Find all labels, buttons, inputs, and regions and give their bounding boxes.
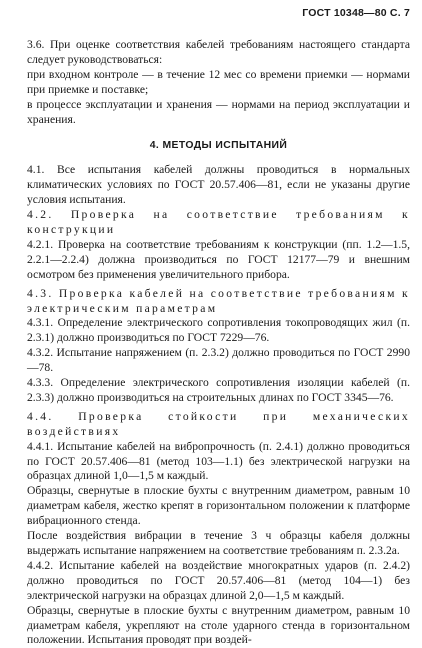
paragraph-4-3: 4.3. Проверка кабелей на соответствие требованиям к электрическим параметрам xyxy=(27,286,410,315)
paragraph-samples-2: Образцы, свернутые в плоские бухты с внутренним диаметром, равным 10 диаметрам кабеля, укрепляют на столе ударного стенда в горизонтальном положении. Испытания проводят при воздей- xyxy=(27,603,410,647)
paragraph-4-4: 4.4. Проверка стойкости при механических воздействиях xyxy=(27,409,410,438)
page-header: ГОСТ 10348—80 С. 7 xyxy=(302,7,410,19)
paragraph-4-4-1: 4.4.1. Испытание кабелей на вибропрочность (п. 2.4.1) должно проводиться по ГОСТ 20.57.406—81 (метод 103—1.1) без электрической нагрузки на образцах длиной 1,0—1,5 м каждый. xyxy=(27,439,410,483)
section-heading: 4. МЕТОДЫ ИСПЫТАНИЙ xyxy=(149,140,288,152)
paragraph-4-4-2: 4.4.2. Испытание кабелей на воздействие многократных ударов (п. 2.4.2) должно проводиться по ГОСТ 20.57.406—81 (метод 104—1) без электрической нагрузки на образцах длиной 2,0—1,5 м каждый. xyxy=(27,558,410,602)
paragraph-samples-1: Образцы, свернутые в плоские бухты с внутренним диаметром, равным 10 диаметрам кабеля, жестко крепят в горизонтальном положении к платформе вибрационного стенда. xyxy=(27,484,410,528)
paragraph-4-3-3: 4.3.3. Определение электрического сопротивления изоляции кабелей (п. 2.3.3) должно производиться на строительных длинах по ГОСТ 3345—76. xyxy=(27,376,410,404)
paragraph-4-1: 4.1. Все испытания кабелей должны проводиться в нормальных климатических условиях по ГОСТ 20.57.406—81, если не указаны другие условия испытания. xyxy=(27,163,410,207)
paragraph-4-2-1: 4.2.1. Проверка на соответствие требованиям к конструкции (пп. 1.2—1.5, 2.2.1—2.2.4) должна производиться по ГОСТ 12177—79 и внешним осмотром без применения увеличительного прибора. xyxy=(27,237,410,281)
paragraph-3-6: 3.6. При оценке соответствия кабелей требованиям настоящего стандарта следует руководствоваться: при входном контроле — в течение 12 мес со времени приемки — нормами при приемке и поставке; в процессе эксплуатации и хранения — нормами на период эксплуатации и хранения. xyxy=(27,38,410,126)
paragraph-4-3-1: 4.3.1. Определение электрического сопротивления токопроводящих жил (п. 2.3.1) должно производиться по ГОСТ 7229—76. xyxy=(27,316,410,345)
paragraph-4-2: 4.2. Проверка на соответствие требованиям к конструкции xyxy=(27,208,410,236)
paragraph-after-vibration: После воздействия вибрации в течение 3 ч образцы кабеля должны выдержать испытание напряжением на соответствие требованиям п. 2.3.2а. xyxy=(27,529,410,557)
document-body xyxy=(27,38,410,648)
paragraph-4-3-2: 4.3.2. Испытание напряжением (п. 2.3.2) должно проводиться по ГОСТ 2990—78. xyxy=(27,346,410,375)
